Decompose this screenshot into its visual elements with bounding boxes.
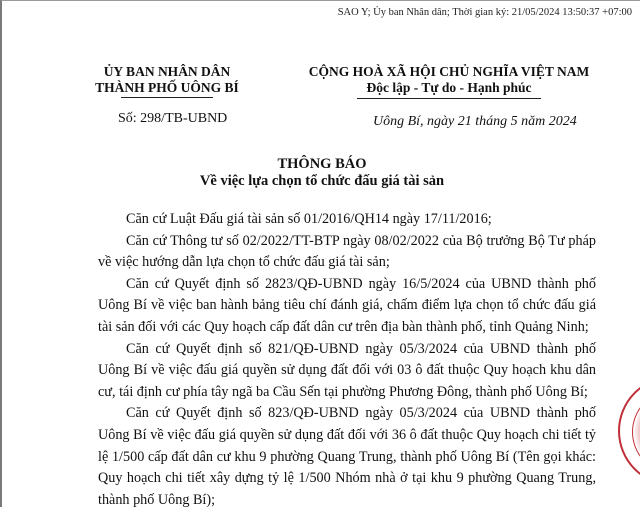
- official-seal-stamp: [618, 376, 640, 486]
- digital-signature-note: SAO Y; Ủy ban Nhân dân; Thời gian ký: 21/05/2024 13:50:37 +07:00: [337, 7, 632, 18]
- paragraph: Căn cứ Quyết định số 821/QĐ-UBND ngày 05/3/2024 của UBND thành phố Uông Bí về việc đấu giá quyền sử dụng đất đối với 03 ô đất thuộc Quy hoạch khu dân cư, tái định cư phía tây ngã ba Cầu Sến tại phường Phương Đông, thành phố Uông Bí;: [98, 340, 596, 400]
- authority-line-2: THÀNH PHỐ UÔNG BÍ: [95, 80, 239, 95]
- paragraph: Căn cứ Quyết định số 2823/QĐ-UBND ngày 16/5/2024 của UBND thành phố Uông Bí về việc ban hành bảng tiêu chí đánh giá, chấm điểm lựa chọn tổ chức đấu giá tài sản đối với các Quy hoạch cấp đất dân cư trên địa bàn thành phố, tỉnh Quảng Ninh;: [98, 275, 596, 335]
- authority-line-1: ỦY BAN NHÂN DÂN: [103, 64, 231, 79]
- paragraph: Căn cứ Luật Đấu giá tài sản số 01/2016/QH14 ngày 17/11/2016;: [126, 211, 492, 227]
- motto-underline: [357, 98, 541, 99]
- issuing-authority: [82, 64, 252, 98]
- paragraph: Căn cứ Quyết định số 823/QĐ-UBND ngày 05/3/2024 của UBND thành phố Uông Bí về việc đấu giá quyền sử dụng đất đối với 36 ô đất thuộc Quy hoạch chi tiết tỷ lệ 1/500 cấp đất dân cư khu 9 phường Quang Trung, thành phố Uông Bí (Tên gọi khác: Quy hoạch chi tiết xây dựng tỷ lệ 1/500 Nhóm nhà ở tại khu 9 phường Quang Trung, thành phố Uông Bí);: [98, 405, 596, 508]
- document-subtitle: Về việc lựa chọn tổ chức đấu giá tài sản: [199, 173, 445, 189]
- place-date: Uông Bí, ngày 21 tháng 5 năm 2024: [373, 114, 577, 129]
- document-title-block: [2, 156, 640, 190]
- document-number: Số: 298/TB-UBND: [118, 111, 228, 126]
- document-title: THÔNG BÁO: [277, 156, 367, 172]
- seal-emblem-icon: [632, 390, 640, 474]
- paragraph: Căn cứ Thông tư số 02/2022/TT-BTP ngày 08/02/2022 của Bộ trưởng Bộ Tư pháp về việc hướng dẫn lựa chọn tổ chức đấu giá tài sản;: [98, 232, 596, 271]
- document-body: [98, 209, 596, 511]
- motto: Độc lập - Tự do - Hạnh phúc: [366, 80, 532, 95]
- authority-underline: [121, 97, 213, 98]
- national-motto: [284, 64, 614, 99]
- country-name: CỘNG HOÀ XÃ HỘI CHỦ NGHĨA VIỆT NAM: [308, 64, 590, 79]
